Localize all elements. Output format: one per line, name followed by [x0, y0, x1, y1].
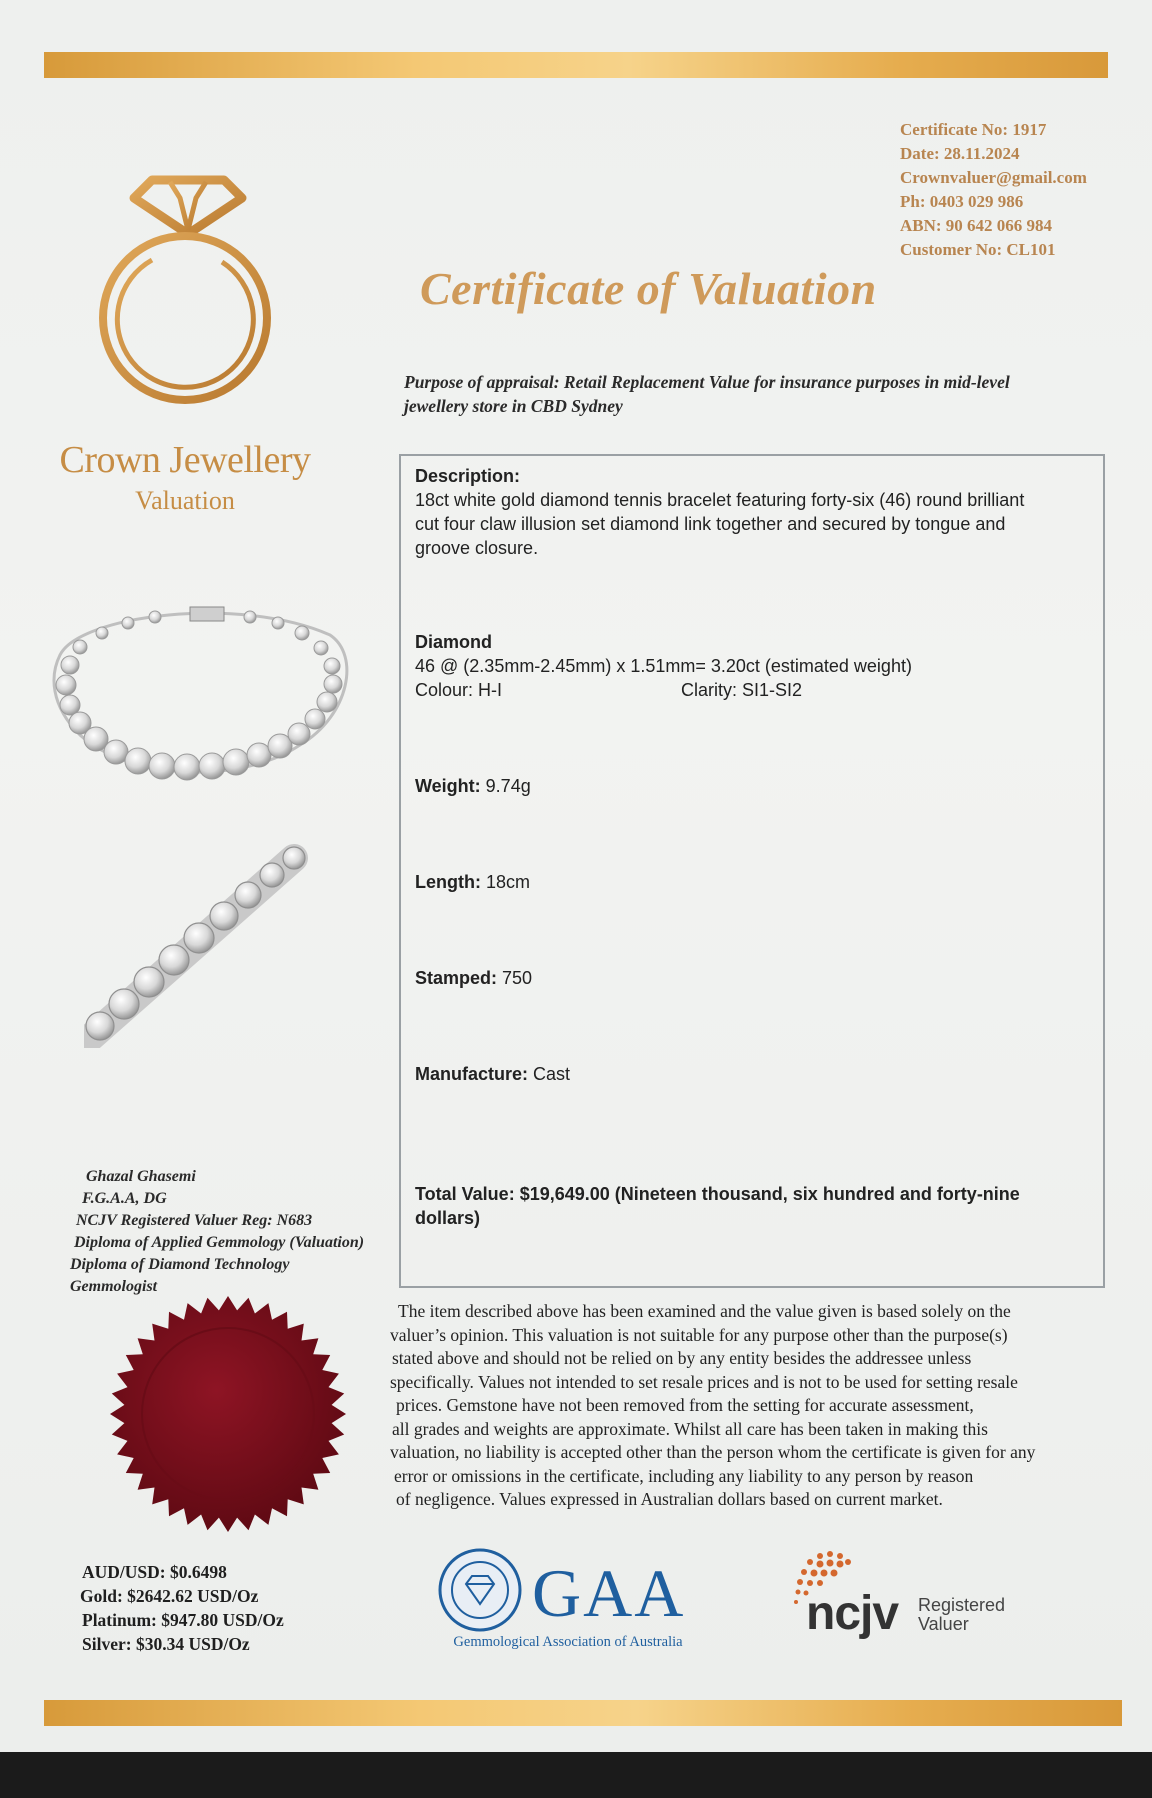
certificate-number: Certificate No: 1917: [900, 120, 1047, 139]
valuer-registration: NCJV Registered Valuer Reg: N683: [76, 1212, 313, 1229]
ncjv-valuer-label: Valuer: [918, 1614, 969, 1634]
manufacture-label: Manufacture:: [415, 1064, 529, 1084]
length-label: Length:: [415, 872, 481, 892]
disclaimer-line: prices. Gemstone have not been removed from the setting for accurate assessment,: [396, 1395, 974, 1415]
description-line: groove closure.: [415, 538, 539, 558]
diamond-label: Diamond: [415, 632, 493, 652]
stamped-row: [415, 966, 1083, 990]
top-gold-bar: [44, 52, 1108, 78]
valuer-credentials: [68, 1166, 364, 1298]
gaa-logo-text: GAA: [532, 1555, 686, 1631]
platinum-rate: Platinum: $947.80 USD/Oz: [82, 1610, 284, 1630]
disclaimer-line: specifically. Values not intended to set resale prices and is not to be used for setting resale: [390, 1371, 1018, 1392]
valuer-diploma: Diploma of Diamond Technology: [70, 1256, 290, 1273]
gaa-full-name: Gemmological Association of Australia: [453, 1634, 683, 1650]
total-value-amount: $19,649.00 (Nineteen thousand, six hundred and forty-nine: [519, 1184, 1020, 1204]
total-value-section: [415, 1182, 1083, 1230]
red-seal-icon: [108, 1294, 348, 1534]
silver-rate: Silver: $30.34 USD/Oz: [82, 1634, 250, 1654]
bracelet-photo: [40, 595, 370, 805]
disclaimer-line: valuation, no liability is accepted other than the person whom the certificate is given for any: [390, 1442, 1036, 1462]
description-label: Description:: [415, 466, 521, 486]
disclaimer-line: stated above and should not be relied on by any entity besides the addressee unless: [392, 1348, 972, 1368]
bracelet-closeup-photo: [84, 838, 324, 1048]
disclaimer-line: error or omissions in the certificate, including any liability to any person by reason: [394, 1465, 974, 1486]
diamond-grades: [415, 678, 1083, 702]
weight-value: 9.74g: [485, 776, 531, 796]
diamond-clarity: Clarity: SI1-SI2: [681, 680, 803, 700]
purpose-of-appraisal: [404, 370, 1104, 418]
brand-name: Crown Jewellery: [59, 439, 311, 481]
total-value-label: Total Value:: [415, 1184, 515, 1204]
length-row: [415, 870, 1083, 894]
description-section: [415, 464, 1083, 560]
purpose-line: jewellery store in CBD Sydney: [404, 396, 623, 416]
ncjv-registered-valuer: [918, 1596, 1005, 1634]
crown-ring-logo-icon: [82, 168, 292, 408]
abn-number: ABN: 90 642 066 984: [900, 216, 1053, 235]
valuer-qualifications: F.G.A.A, DG: [82, 1190, 167, 1207]
total-value-continuation: dollars): [415, 1208, 481, 1228]
manufacture-row: [415, 1062, 1083, 1086]
ncjv-logo-text: ncjv: [806, 1587, 899, 1640]
description-line: cut four claw illusion set diamond link together and secured by tongue and: [415, 514, 1006, 534]
disclaimer-line: The item described above has been examined and the value given is based solely on the: [398, 1301, 1011, 1321]
brand-subtitle: Valuation: [135, 486, 235, 515]
disclaimer-line: valuer’s opinion. This valuation is not suitable for any purpose other than the purpose(s): [390, 1324, 1008, 1345]
description-line: 18ct white gold diamond tennis bracelet featuring forty-six (46) round brilliant: [415, 490, 1025, 510]
valuer-name: Ghazal Ghasemi: [86, 1168, 196, 1185]
description-panel: [399, 454, 1105, 1288]
disclaimer-text: [388, 1300, 1108, 1512]
length-value: 18cm: [486, 872, 531, 892]
metal-rates: [80, 1560, 284, 1656]
valuer-diploma: Diploma of Applied Gemmology (Valuation): [74, 1234, 365, 1251]
bottom-gold-bar: [44, 1700, 1122, 1726]
disclaimer-line: all grades and weights are approximate. Whilst all care has been taken in making this: [392, 1418, 988, 1439]
manufacture-value: Cast: [533, 1064, 571, 1084]
diamond-colour: Colour: H-I: [415, 680, 503, 700]
stamped-value: 750: [502, 968, 533, 988]
certificate-date: Date: 28.11.2024: [900, 144, 1020, 163]
stamped-label: Stamped:: [415, 968, 498, 988]
aud-usd-rate: AUD/USD: $0.6498: [82, 1562, 227, 1582]
purpose-line: Purpose of appraisal: Retail Replacement Value for insurance purposes in mid-level: [404, 372, 1010, 392]
weight-row: [415, 774, 1083, 798]
contact-email: Crownvaluer@gmail.com: [900, 168, 1087, 187]
diamond-section: [415, 630, 1083, 702]
certificate-info: [900, 118, 1087, 262]
disclaimer-line: of negligence. Values expressed in Australian dollars based on current market.: [396, 1489, 943, 1509]
gold-rate: Gold: $2642.62 USD/Oz: [80, 1586, 259, 1606]
customer-number: Customer No: CL101: [900, 240, 1056, 259]
contact-phone: Ph: 0403 029 986: [900, 192, 1024, 211]
weight-label: Weight:: [415, 776, 481, 796]
ncjv-registered-label: Registered: [918, 1595, 1006, 1615]
page-title: Certificate of Valuation: [420, 263, 877, 314]
valuer-role: Gemmologist: [70, 1278, 158, 1295]
diamond-spec: 46 @ (2.35mm-2.45mm) x 1.51mm= 3.20ct (estimated weight): [415, 656, 912, 676]
